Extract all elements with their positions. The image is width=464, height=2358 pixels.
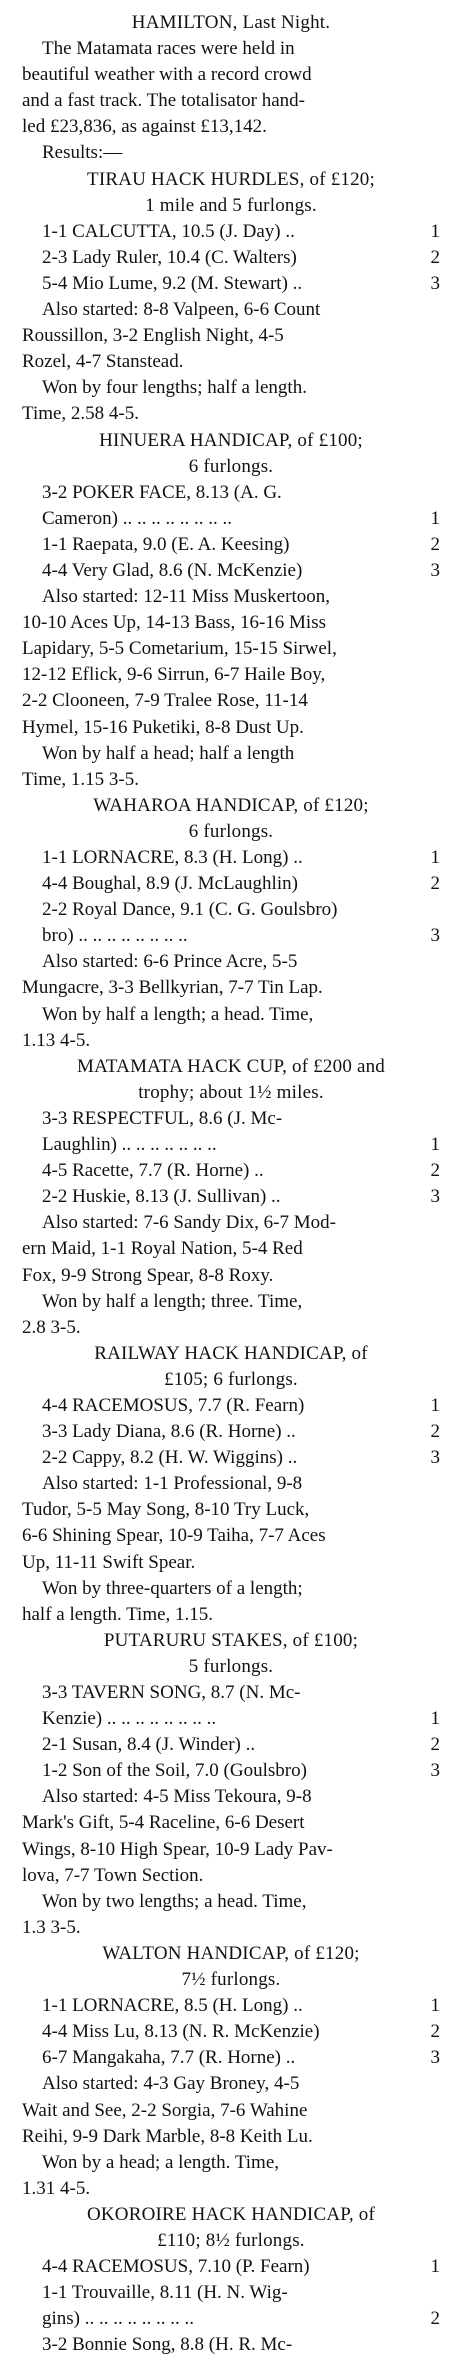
paragraph-line: Won by half a length; three. Time, [42, 1290, 303, 1312]
text-line: Mark's Gift, 5-4 Raceline, 6-6 Desert [22, 1812, 305, 1834]
placing-number: 1 [430, 220, 440, 242]
result-line [22, 2254, 440, 2280]
paragraph-line: Also started: 4-5 Miss Tekoura, 9-8 [42, 1786, 312, 1808]
paragraph-line: 1-1 Trouvaille, 8.11 (H. N. Wig- [42, 2282, 288, 2304]
result-line [22, 558, 440, 584]
text-line: 6-6 Shining Spear, 10-9 Taiha, 7-7 Aces [22, 1525, 326, 1547]
section-heading: RAILWAY HACK HANDICAP, of [94, 1342, 368, 1364]
placing-number: 3 [430, 272, 440, 294]
section-heading: HAMILTON, Last Night. [131, 12, 331, 33]
result-text: 4-4 Miss Lu, 8.13 (N. R. McKenzie) [42, 2021, 320, 2043]
result-text: 2-3 Lady Ruler, 10.4 (C. Walters) [42, 246, 297, 268]
section-heading: TIRAU HACK HURDLES, of £120; [87, 168, 375, 190]
result-line [22, 2045, 440, 2071]
result-line [22, 1184, 440, 1210]
result-line [22, 219, 440, 245]
result-line [22, 245, 440, 271]
result-text: 4-4 Very Glad, 8.6 (N. McKenzie) [42, 559, 303, 581]
result-text: 3-3 Lady Diana, 8.6 (R. Horne) .. [42, 1421, 296, 1443]
result-line [22, 1132, 440, 1158]
result-line [22, 532, 440, 558]
paragraph-line: Won by three-quarters of a length; [42, 1577, 303, 1599]
result-line [22, 2019, 440, 2045]
section-heading: 6 furlongs. [188, 820, 274, 842]
placing-number: 2 [430, 2021, 440, 2043]
text-line: Time, 1.15 3-5. [22, 768, 140, 790]
result-text: 2-1 Susan, 8.4 (J. Winder) .. [42, 1734, 256, 1756]
result-text: Kenzie) .. .. .. .. .. .. .. .. [42, 1708, 217, 1730]
text-line: Reihi, 9-9 Dark Marble, 8-8 Keith Lu. [22, 2125, 313, 2147]
paragraph-line: Won by a head; a length. Time, [42, 2151, 279, 2173]
result-text: Cameron) .. .. .. .. .. .. .. .. [42, 507, 232, 529]
text-line: Roussillon, 3-2 English Night, 4-5 [22, 325, 284, 347]
section-heading: £110; 8½ furlongs. [157, 2229, 305, 2251]
paragraph-line: Won by four lengths; half a length. [42, 377, 307, 399]
result-text: 2-2 Huskie, 8.13 (J. Sullivan) .. [42, 1186, 281, 1208]
paragraph-line: 2-2 Royal Dance, 9.1 (C. G. Goulsbro) [42, 899, 338, 921]
placing-number: 3 [430, 559, 440, 581]
paragraph-line: 3-2 POKER FACE, 8.13 (A. G. [42, 481, 282, 503]
placing-number: 2 [430, 1734, 440, 1756]
text-line: 12-12 Eflick, 9-6 Sirrun, 6-7 Haile Boy, [22, 664, 326, 686]
placing-number: 1 [430, 2256, 440, 2278]
text-line: 1.3 3-5. [22, 1916, 81, 1938]
result-text: bro) .. .. .. .. .. .. .. .. [42, 925, 188, 947]
paragraph-line: 3-2 Bonnie Song, 8.8 (H. R. Mc- [42, 2334, 293, 2356]
text-line: 2.8 3-5. [22, 1316, 81, 1338]
section-heading: WAHAROA HANDICAP, of £120; [93, 794, 369, 816]
section-heading: HINUERA HANDICAP, of £100; [99, 429, 363, 451]
placing-number: 1 [430, 847, 440, 868]
result-line [22, 2306, 440, 2332]
paragraph-line: The Matamata races were held in [42, 38, 295, 60]
result-text: 5-4 Mio Lume, 9.2 (M. Stewart) .. [42, 272, 303, 294]
result-text: 4-4 RACEMOSUS, 7.7 (R. Fearn) [42, 1394, 305, 1416]
placing-number: 1 [430, 1394, 440, 1416]
result-text: 1-1 CALCUTTA, 10.5 (J. Day) .. [42, 220, 295, 242]
paragraph-line: Also started: 12-11 Miss Muskertoon, [42, 586, 330, 608]
result-text: Laughlin) .. .. .. .. .. .. .. [42, 1134, 217, 1156]
result-line [22, 1158, 440, 1184]
text-line: led £23,836, as against £13,142. [22, 116, 267, 138]
result-text: 1-2 Son of the Soil, 7.0 (Goulsbro) [42, 1760, 307, 1782]
result-text: 6-7 Mangakaha, 7.7 (R. Horne) .. [42, 2047, 296, 2069]
placing-number: 1 [430, 1708, 440, 1730]
result-text: 4-4 Boughal, 8.9 (J. McLaughlin) [42, 873, 298, 895]
section-heading: 5 furlongs. [188, 1655, 274, 1677]
result-text: gins) .. .. .. .. .. .. .. .. [42, 2308, 194, 2330]
text-line: ern Maid, 1-1 Royal Nation, 5-4 Red [22, 1238, 303, 1260]
paragraph-line: 3-3 TAVERN SONG, 8.7 (N. Mc- [42, 1682, 301, 1703]
placing-number: 3 [430, 2047, 440, 2069]
paragraph-line: 3-3 RESPECTFUL, 8.6 (J. Mc- [42, 1107, 283, 1129]
text-line: Wait and See, 2-2 Sorgia, 7-6 Wahine [22, 2099, 308, 2121]
text-line: Hymel, 15-16 Puketiki, 8-8 Dust Up. [22, 716, 304, 738]
result-line [22, 845, 440, 871]
text-line: beautiful weather with a record crowd [22, 64, 312, 86]
section-heading: WALTON HANDICAP, of £120; [102, 1942, 360, 1964]
section-heading: MATAMATA HACK CUP, of £200 and [76, 1055, 386, 1077]
placing-number: 3 [430, 925, 440, 947]
result-line [22, 1706, 440, 1732]
text-line: Rozel, 4-7 Stanstead. [22, 351, 184, 373]
placing-number: 2 [430, 2308, 440, 2330]
result-line [22, 1732, 440, 1758]
result-line [22, 506, 440, 532]
section-heading: OKOROIRE HACK HANDICAP, of [86, 2203, 376, 2225]
text-line: Mungacre, 3-3 Bellkyrian, 7-7 Tin Lap. [22, 977, 323, 999]
result-text: 4-4 RACEMOSUS, 7.10 (P. Fearn) [42, 2256, 310, 2278]
placing-number: 2 [430, 1421, 440, 1443]
result-text: 1-1 LORNACRE, 8.5 (H. Long) .. [42, 1995, 303, 2017]
section-heading: £105; 6 furlongs. [164, 1368, 298, 1390]
text-line: Lapidary, 5-5 Cometarium, 15-15 Sirwel, [22, 638, 337, 660]
placing-number: 2 [430, 873, 440, 895]
result-line [22, 871, 440, 897]
result-text: 1-1 Raepata, 9.0 (E. A. Keesing) [42, 533, 290, 555]
placing-number: 3 [430, 1186, 440, 1208]
text-line: half a length. Time, 1.15. [22, 1603, 214, 1625]
paragraph-line: Also started: 6-6 Prince Acre, 5-5 [42, 951, 298, 973]
text-line: lova, 7-7 Town Section. [22, 1864, 204, 1886]
placing-number: 2 [430, 246, 440, 268]
paragraph-line: Also started: 1-1 Professional, 9-8 [42, 1473, 303, 1495]
placing-number: 3 [430, 1447, 440, 1469]
paragraph-line: Also started: 4-3 Gay Broney, 4-5 [42, 2073, 300, 2095]
placing-number: 1 [430, 1995, 440, 2017]
result-line [22, 1993, 440, 2019]
placing-number: 1 [430, 1134, 440, 1156]
section-heading: 7½ furlongs. [181, 1969, 281, 1991]
result-text: 4-5 Racette, 7.7 (R. Horne) .. [42, 1160, 264, 1182]
text-line: and a fast track. The totalisator hand- [22, 90, 305, 112]
paragraph-line: Also started: 7-6 Sandy Dix, 6-7 Mod- [42, 1212, 336, 1234]
placing-number: 2 [430, 533, 440, 555]
paragraph-line: Results:— [42, 142, 123, 164]
result-text: 1-1 LORNACRE, 8.3 (H. Long) .. [42, 847, 303, 868]
paragraph-line: Also started: 8-8 Valpeen, 6-6 Count [42, 299, 321, 321]
paragraph-line: Won by two lengths; a head. Time, [42, 1890, 307, 1912]
section-heading: PUTARURU STAKES, of £100; [103, 1629, 359, 1651]
paragraph-line: Won by half a head; half a length [42, 742, 295, 764]
text-line: 10-10 Aces Up, 14-13 Bass, 16-16 Miss [22, 612, 326, 634]
section-heading: 6 furlongs. [188, 455, 274, 477]
result-text: 2-2 Cappy, 8.2 (H. W. Wiggins) .. [42, 1447, 298, 1469]
result-line [22, 1445, 440, 1471]
text-line: 2-2 Clooneen, 7-9 Tralee Rose, 11-14 [22, 690, 308, 712]
result-line [22, 1758, 440, 1784]
section-heading: trophy; about 1½ miles. [138, 1081, 324, 1103]
placing-number: 3 [430, 1760, 440, 1782]
result-line [22, 1419, 440, 1445]
result-line [22, 1393, 440, 1419]
text-line: Tudor, 5-5 May Song, 8-10 Try Luck, [22, 1499, 310, 1521]
placing-number: 1 [430, 507, 440, 529]
result-line [22, 271, 440, 297]
placing-number: 2 [430, 1160, 440, 1182]
text-line: 1.31 4-5. [22, 2177, 91, 2199]
text-line: Up, 11-11 Swift Spear. [22, 1551, 196, 1573]
text-line: Fox, 9-9 Strong Spear, 8-8 Roxy. [22, 1264, 274, 1286]
text-line: Wings, 8-10 High Spear, 10-9 Lady Pav- [22, 1838, 333, 1860]
section-heading: 1 mile and 5 furlongs. [145, 194, 317, 216]
text-line: Time, 2.58 4-5. [22, 403, 140, 425]
paragraph-line: Won by half a length; a head. Time, [42, 1003, 314, 1025]
result-line [22, 923, 440, 949]
text-line: 1.13 4-5. [22, 1029, 91, 1051]
